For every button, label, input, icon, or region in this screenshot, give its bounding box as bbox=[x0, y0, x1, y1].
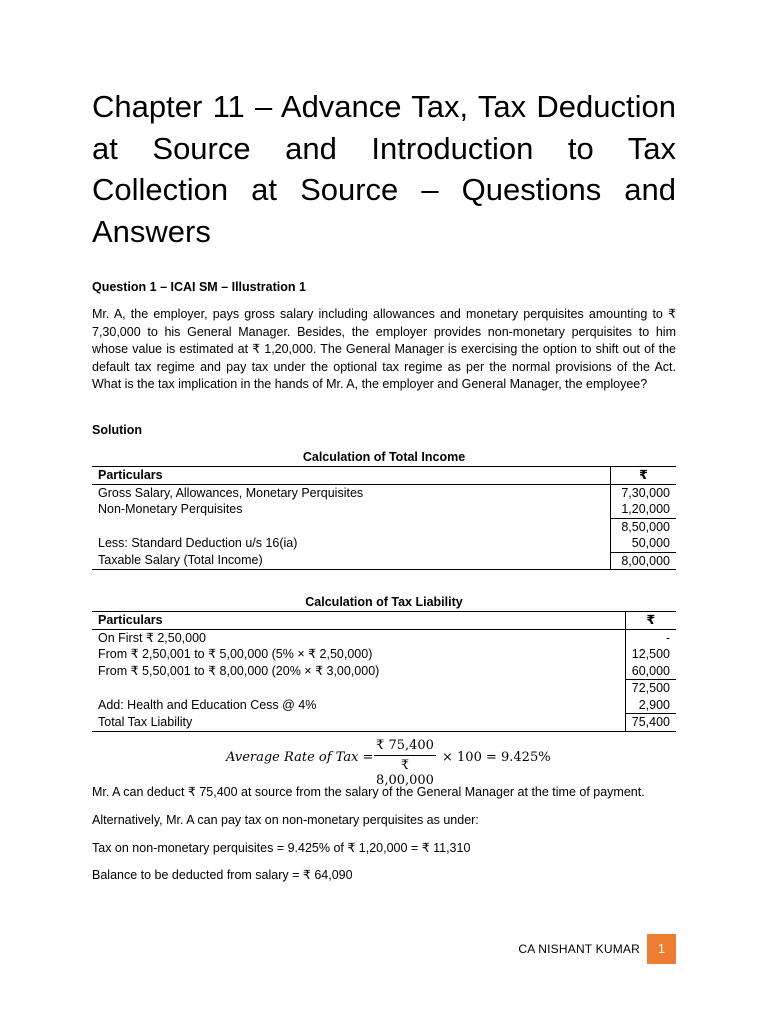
table-row bbox=[92, 552, 676, 570]
row-label: Taxable Salary (Total Income) bbox=[92, 552, 611, 570]
paragraph-balance: Balance to be deducted from salary = ₹ 64,090 bbox=[92, 868, 353, 882]
table2-caption: Calculation of Tax Liability bbox=[305, 595, 463, 609]
row-label bbox=[92, 680, 625, 697]
chapter-title: Chapter 11 – Advance Tax, Tax Deduction at Source and Introduction to Tax Collection at Source – Questions and Answers bbox=[92, 89, 676, 249]
formula-lhs: Average Rate of Tax = bbox=[226, 750, 374, 765]
tax-liability-table bbox=[92, 611, 676, 732]
row-amount: - bbox=[625, 629, 676, 646]
row-label: Total Tax Liability bbox=[92, 714, 625, 732]
row-label bbox=[92, 518, 611, 535]
footer-author: CA NISHANT KUMAR bbox=[518, 942, 640, 956]
row-amount: 75,400 bbox=[625, 714, 676, 732]
row-label: From ₹ 5,50,001 to ₹ 8,00,000 (20% × ₹ 3,00,000) bbox=[98, 663, 380, 678]
row-amount: 7,30,000 bbox=[611, 484, 677, 501]
table-row bbox=[92, 714, 676, 732]
table-row bbox=[92, 697, 676, 714]
formula-rhs: × 100 = 9.425% bbox=[442, 750, 551, 765]
row-amount: 8,50,000 bbox=[611, 518, 677, 535]
table1-caption: Calculation of Total Income bbox=[302, 450, 466, 464]
header-amount: ₹ bbox=[611, 467, 677, 485]
row-amount: 50,000 bbox=[611, 535, 677, 552]
header-particulars: Particulars bbox=[92, 612, 625, 630]
row-amount: 1,20,000 bbox=[611, 501, 677, 518]
question-text: Mr. A, the employer, pays gross salary including allowances and monetary perquisites amounting to ₹ 7,30,000 to his General Manager. Besides, the employer provides non-monetary perquisites to him whose value is estimated at ₹ 1,20,000. The General Manager is exercising the option to shift out of the default tax regime and pay tax under the optional tax regime as per the normal provisions of the Act. What is the tax implication in the hands of Mr. A, the employer and General Manager, the employee? bbox=[92, 307, 676, 392]
row-amount: 12,500 bbox=[625, 646, 676, 663]
row-label: Less: Standard Deduction u/s 16(ia) bbox=[98, 536, 298, 551]
total-income-table bbox=[92, 466, 676, 570]
table-header-row bbox=[92, 467, 676, 485]
row-label: Add: Health and Education Cess @ 4% bbox=[98, 697, 317, 712]
table-row bbox=[92, 535, 676, 552]
row-amount: 72,500 bbox=[625, 680, 676, 697]
table-row bbox=[92, 629, 676, 646]
row-amount: 2,900 bbox=[625, 697, 676, 714]
paragraph-deduction: Mr. A can deduct ₹ 75,400 at source from the salary of the General Manager at the time of payment. bbox=[92, 785, 645, 799]
row-label: Non-Monetary Perquisites bbox=[98, 502, 243, 517]
row-amount: 8,00,000 bbox=[611, 552, 677, 570]
row-amount: 60,000 bbox=[625, 663, 676, 680]
table-row bbox=[92, 501, 676, 518]
solution-label: Solution bbox=[92, 423, 142, 437]
table-row bbox=[92, 663, 676, 680]
table-row bbox=[92, 518, 676, 535]
page-number-badge: 1 bbox=[647, 934, 676, 964]
row-label: From ₹ 2,50,001 to ₹ 5,00,000 (5% × ₹ 2,50,000) bbox=[98, 647, 373, 661]
header-amount: ₹ bbox=[625, 612, 676, 630]
table-row bbox=[92, 484, 676, 501]
formula-denominator: ₹ 8,00,000 bbox=[376, 758, 434, 788]
question-heading: Question 1 – ICAI SM – Illustration 1 bbox=[92, 280, 306, 294]
formula-fraction bbox=[374, 738, 436, 788]
formula-numerator: ₹ 75,400 bbox=[374, 738, 436, 756]
header-particulars: Particulars bbox=[92, 467, 611, 485]
table-row bbox=[92, 680, 676, 697]
table-header-row bbox=[92, 612, 676, 630]
row-label: On First ₹ 2,50,000 bbox=[98, 630, 207, 645]
table-row bbox=[92, 646, 676, 663]
row-label: Gross Salary, Allowances, Monetary Perquisites bbox=[98, 485, 364, 500]
paragraph-alternative: Alternatively, Mr. A can pay tax on non-monetary perquisites as under: bbox=[92, 813, 479, 827]
paragraph-perquisite-tax: Tax on non-monetary perquisites = 9.425% of ₹ 1,20,000 = ₹ 11,310 bbox=[92, 841, 471, 855]
